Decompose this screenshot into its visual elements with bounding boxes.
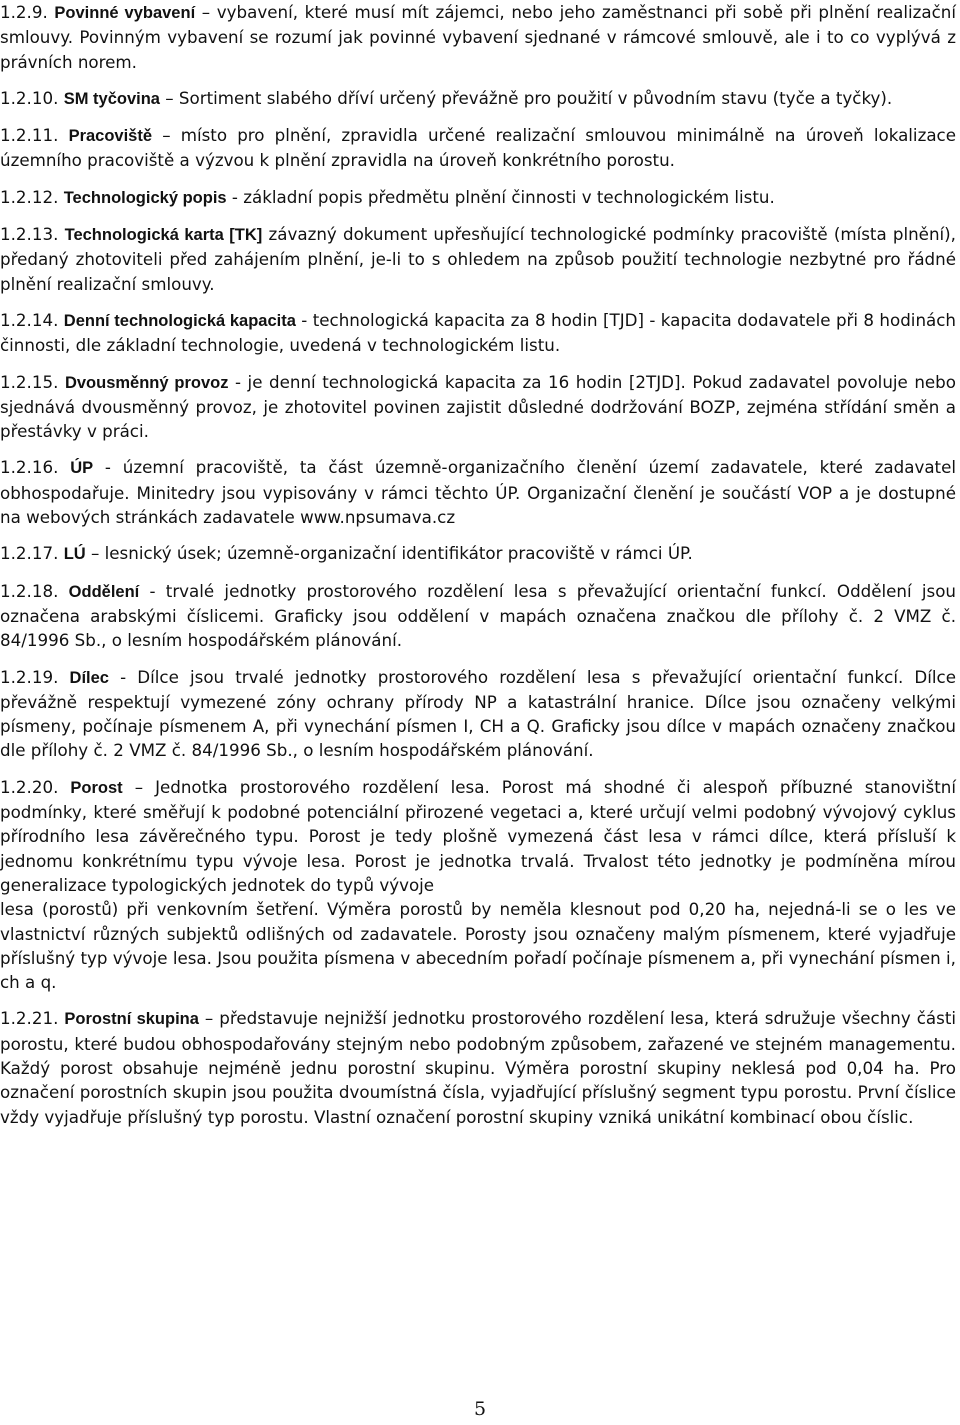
section-number: 1.2.20. [0,776,59,797]
section-number: 1.2.14. [0,309,59,330]
paragraph-1-2-17 [0,541,956,566]
paragraph-1-2-20-continued [0,897,956,994]
page-number: 5 [473,1398,487,1420]
definition-text: - územní pracoviště, ta část územně-organizačního členění území zadavatele, které zadavatel obhospodařuje. Minitedry jsou vypisovány v rámci těchto ÚP. Organizační členění je součástí VOP a je dostupné na webových stránkách zadavatele www.npsumava.cz [0,457,956,528]
section-number: 1.2.15. [0,371,59,392]
paragraph-1-2-12 [0,185,956,210]
defined-term: Dvousměnný provoz [64,373,229,392]
defined-term: Porost [70,778,123,797]
defined-term: Pracoviště [68,127,153,146]
section-number: 1.2.13. [0,224,59,245]
definition-text: - technologická kapacita za 8 hodin [TJD] - kapacita dodavatele při 8 hodinách činnosti, dle základní technologie, uvedená v technologickém listu. [0,309,956,356]
section-number: 1.2.21. [0,1008,59,1029]
paragraph-1-2-16 [0,455,956,529]
defined-term: Technologická karta [TK] [64,226,263,245]
paragraph-1-2-13 [0,222,956,296]
definition-text: – vybavení, které musí mít zájemci, nebo jeho zaměstnanci při sobě při plnění realizační smlouvy. Povinným vybavení se rozumí jak povinné vybavení sjednané v rámcové smlouvě, ale i to co vyplývá z právních norem. [0,2,956,72]
section-number: 1.2.16. [0,457,59,478]
section-number: 1.2.9. [0,2,48,22]
paragraph-1-2-11 [0,123,956,173]
paragraph-1-2-14 [0,308,956,358]
paragraph-1-2-9 [0,0,956,74]
defined-term: Technologický popis [63,188,227,207]
defined-term: Porostní skupina [64,1010,199,1029]
paragraph-1-2-15 [0,370,956,444]
paragraph-1-2-20 [0,775,956,897]
paragraph-1-2-19 [0,665,956,763]
definition-text: – místo pro plnění, zpravidla určené realizační smlouvou minimálně na úroveň lokalizace územního pracoviště a výzvou k plnění zpravidla na úroveň konkrétního porostu. [0,125,956,171]
paragraph-1-2-18 [0,579,956,653]
definition-text: - Dílce jsou trvalé jednotky prostorového rozdělení lesa s převažující orientační funkcí. Dílce převážně respektují vymezené zóny ochrany přírody NP a katastrální hranice. Dílce jsou označeny velkými písmeny, počínaje písmenem A, při vynechání písmen I, CH a Q. Graficky jsou dílce v mapách označeny značkou dle přílohy č. 2 VMZ č. 84/1996 Sb., o lesním hospodářském plánování. [0,666,956,761]
defined-term: Dílec [69,668,109,687]
section-number: 1.2.12. [0,186,59,207]
definition-text: – Jednotka prostorového rozdělení lesa. Porost má shodné či alespoň příbuzné stanovištní podmínky, které směřují k podobné potenciální přirozené vegetaci a, které určují velmi podobný vývojový cyklus přírodního lesa závěrečného typu. Porost je tedy plošně vymezená část lesa v rámci dílce, která přísluší k jednomu konkrétnímu typu vývoje lesa. Porost je jednotka trvalá. Trvalost této jednotky je podmíněna mírou generalizace typologických jednotek do typů vývoje [0,776,956,895]
definition-text-continued: lesa (porostů) při venkovním šetření. Výměra porostů by neměla klesnout pod 0,20 ha, nejedná-li se o les ve vlastnictví různých subjektů odlišných od zadavatele. Porosty jsou označeny malým písmenem, které vyjadřuje příslušný typ vývoje lesa. Jsou použita písmena v abecedním pořadí počínaje písmenem a, při vynechání písmen i, ch a q. [0,899,956,993]
definition-text: – lesnický úsek; územně-organizační identifikátor pracoviště v rámci ÚP. [85,543,693,564]
defined-term: Oddělení [68,582,140,601]
defined-term: LÚ [63,545,86,564]
section-number: 1.2.17. [0,543,59,564]
definition-text: - trvalé jednotky prostorového rozdělení lesa s převažující orientační funkcí. Oddělení jsou označena arabskými číslicemi. Graficky jsou oddělení v mapách označena značkou dle přílohy č. 2 VMZ č. 84/1996 Sb., o lesním hospodářském plánování. [0,580,957,651]
paragraph-1-2-10 [0,86,956,111]
section-number: 1.2.19. [0,666,59,687]
definition-text: – Sortiment slabého dříví určený převážně pro použití v původním stavu (tyče a tyčky). [159,87,893,108]
definition-text: závazný dokument upřesňující technologické podmínky pracoviště (místa plnění), předaný zhotoviteli před zahájením plnění, je-li to s ohledem na způsob použití technologie nezbytné pro řádné plnění realizační smlouvy. [0,224,956,294]
paragraph-1-2-21 [0,1006,956,1128]
defined-term: Povinné vybavení [54,4,196,22]
section-number: 1.2.18. [0,580,59,601]
definition-text: - základní popis předmětu plnění činnosti v technologickém listu. [226,186,775,207]
defined-term: ÚP [70,459,94,478]
section-number: 1.2.11. [0,125,59,146]
defined-term: Denní technologická kapacita [63,311,296,330]
definition-text: – představuje nejnižší jednotku prostorového rozdělení lesa, která sdružuje všechny části porostu, které budou obhospodařovány stejným nebo podobným způsobem, zařazené ve stejném managementu. Každý porost obsahuje nejméně jednu porostní skupinu. Výměra porostní skupiny neklesá pod 0,04 ha. Pro označení porostních skupin jsou použita dvoumístná čísla, vyjadřující příslušný segment typu porostu. První číslice vždy vyjadřuje příslušný typ porostu. Vlastní označení porostní skupiny vzniká unikátní kombinací obou číslic. [0,1008,957,1127]
defined-term: SM tyčovina [63,89,160,108]
definition-text: - je denní technologická kapacita za 16 hodin [2TJD]. Pokud zadavatel povoluje nebo sjednává dvousměnný provoz, je zhotovitel povinen zajistit důsledné dodržování BOZP, zejména střídání směn a přestávky v práci. [0,371,956,442]
section-number: 1.2.10. [0,87,59,108]
